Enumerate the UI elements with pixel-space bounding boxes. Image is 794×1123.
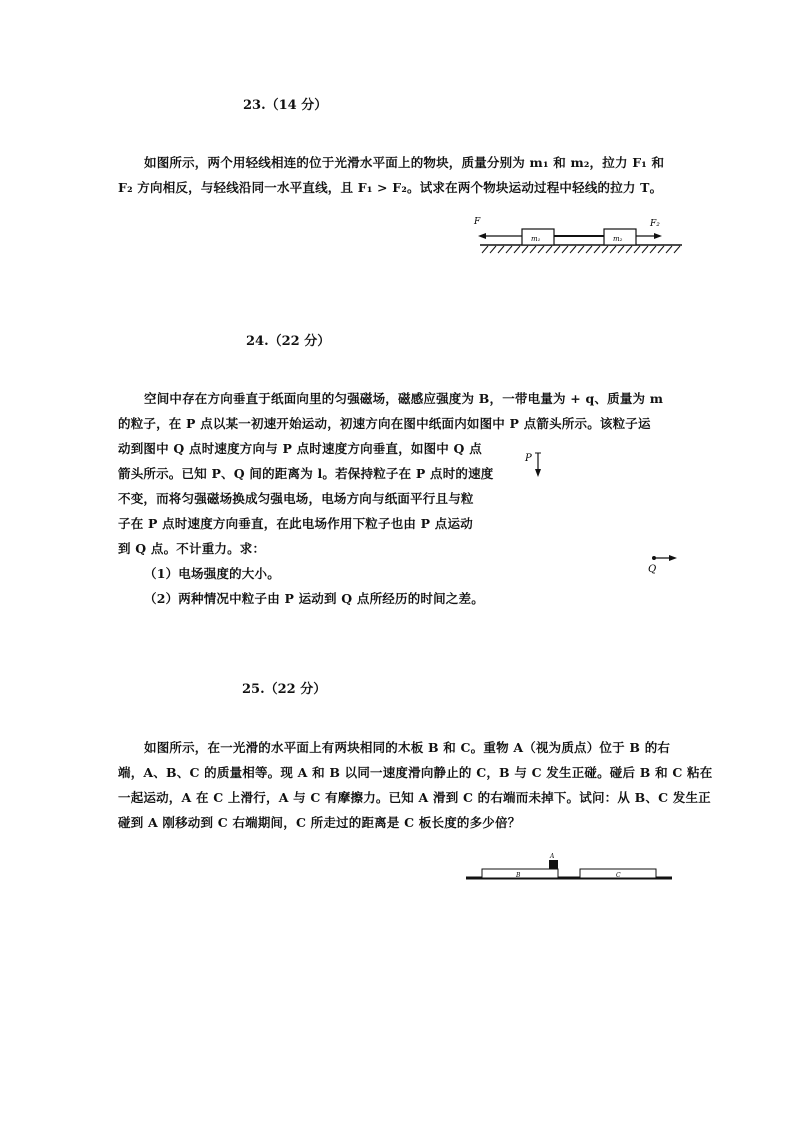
block-m1-label: m₁	[531, 235, 541, 243]
q24-point-p-figure	[522, 447, 552, 483]
q24-body	[118, 386, 698, 611]
q-label: Q	[648, 564, 657, 575]
q23-heading: 23.（14 分）	[243, 98, 328, 113]
q25-body	[118, 735, 713, 835]
c-label: C	[616, 872, 621, 879]
q23-line: 如图所示，两个用轻线相连的位于光滑水平面上的物块，质量分别为 m₁ 和 m₂，拉力 F₁ 和	[144, 155, 665, 170]
q25-heading: 25.（22 分）	[242, 682, 327, 697]
q23-blocks-figure	[470, 212, 690, 262]
q24-subquestion-2: （2）两种情况中粒子由 P 运动到 Q 点所经历的时间之差。	[144, 591, 484, 606]
block-a	[549, 860, 558, 869]
q24-line: 子在 P 点时速度方向垂直，在此电场作用下粒子也由 P 点运动	[118, 516, 473, 531]
q24-line: 空间中存在方向垂直于纸面向里的匀强磁场，磁感应强度为 B，一带电量为 + q、质量为 m	[144, 391, 664, 406]
q25-line: 如图所示，在一光滑的水平面上有两块相同的木板 B 和 C。重物 A（视为质点）位于 B 的右	[144, 740, 671, 755]
q24-line: 到 Q 点。不计重力。求：	[118, 541, 266, 556]
b-label: B	[516, 872, 521, 879]
block-m2-label: m₂	[613, 235, 623, 243]
q24-line: 不变，而将匀强磁场换成匀强电场，电场方向与纸面平行且与粒	[118, 491, 474, 506]
q24-subquestion-1: （1）电场强度的大小。	[144, 566, 280, 581]
q24-heading: 24.（22 分）	[246, 334, 331, 349]
q24-line: 的粒子，在 P 点以某一初速开始运动，初速方向在图中纸面内如图中 P 点箭头所示。该粒子运	[118, 416, 651, 431]
q25-line: 碰到 A 刚移动到 C 右端期间，C 所走过的距离是 C 板长度的多少倍？	[118, 815, 521, 830]
q25-line: 端，A、B、C 的质量相等。现 A 和 B 以同一速度滑向静止的 C，B 与 C 发生正碰。碰后 B 和 C 粘在	[118, 765, 713, 780]
q25-line: 一起运动，A 在 C 上滑行，A 与 C 有摩擦力。已知 A 滑到 C 的右端而未掉下。试问：从 B、C 发生正	[118, 790, 711, 805]
force-left-label: F	[474, 217, 481, 227]
a-label: A	[550, 853, 555, 860]
q25-boards-figure	[462, 848, 676, 884]
p-label: P	[525, 453, 532, 464]
q23-body	[118, 150, 698, 200]
q24-point-q-figure	[640, 548, 686, 576]
q24-line: 动到图中 Q 点时速度方向与 P 点时速度方向垂直，如图中 Q 点	[118, 441, 482, 456]
force-right-label: F₂	[650, 219, 660, 229]
q24-line: 箭头所示。已知 P、Q 间的距离为 l。若保持粒子在 P 点时的速度	[118, 466, 494, 481]
q23-line: F₂ 方向相反，与轻线沿同一水平直线，且 F₁ > F₂。试求在两个物块运动过程中轻线的拉力 T。	[118, 180, 663, 195]
